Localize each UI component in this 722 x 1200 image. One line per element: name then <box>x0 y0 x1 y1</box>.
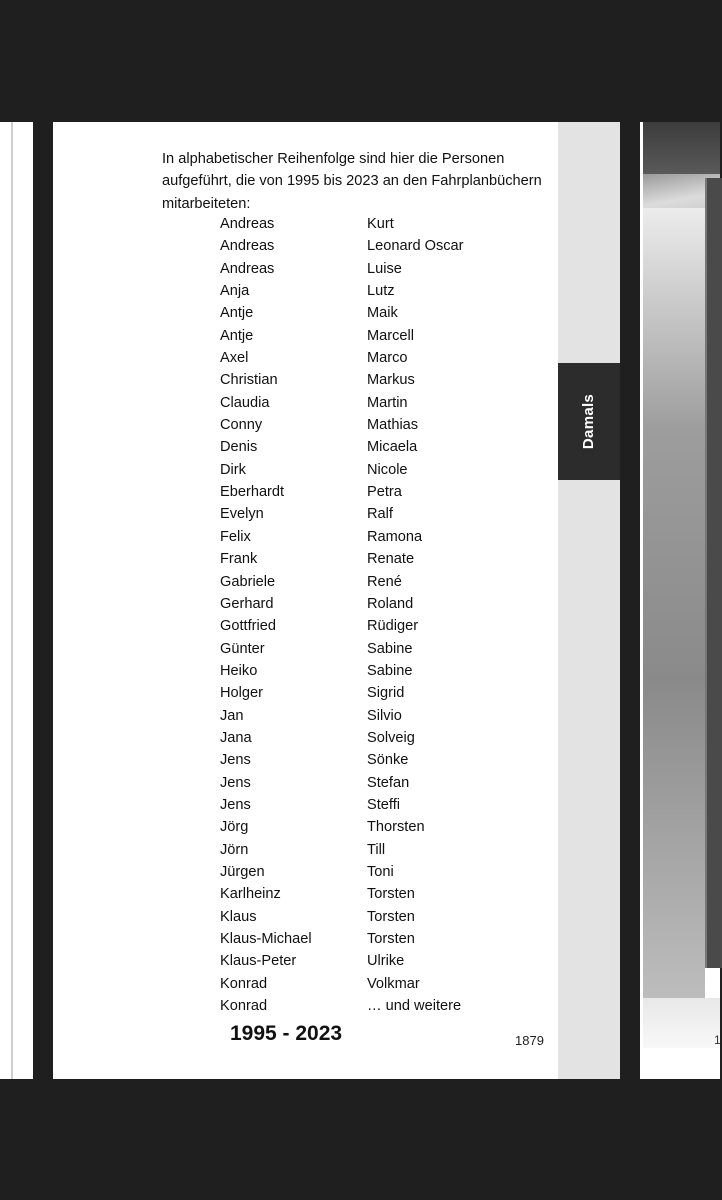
previous-page[interactable] <box>0 122 33 1079</box>
name-entry: Gottfried <box>220 618 276 635</box>
name-entry: Torsten <box>367 886 415 903</box>
name-entry: René <box>367 573 402 590</box>
name-entry: Denis <box>220 439 258 456</box>
page-number: 1879 <box>515 1033 544 1048</box>
name-entry: Axel <box>220 350 249 367</box>
name-entry: Klaus <box>220 908 257 925</box>
name-entry: Markus <box>367 372 415 389</box>
name-entry: Klaus-Peter <box>220 953 297 970</box>
name-entry: Solveig <box>367 729 415 746</box>
name-entry: Konrad <box>220 975 268 992</box>
name-entry: Jens <box>220 752 251 769</box>
name-entry: Ulrike <box>367 953 405 970</box>
name-entry: Andreas <box>220 260 275 277</box>
name-entry: Nicole <box>367 461 408 478</box>
name-entry: Jan <box>220 707 244 724</box>
name-entry: Lutz <box>367 283 395 300</box>
name-entry: Ralf <box>367 506 393 523</box>
name-entry: Eberhardt <box>220 484 285 501</box>
name-entry: Christian <box>220 372 278 389</box>
side-strip <box>558 122 620 1079</box>
name-entry: Sabine <box>367 662 413 679</box>
name-entry: Petra <box>367 484 402 501</box>
name-entry: Günter <box>220 640 265 657</box>
name-entry: Ramona <box>367 528 423 545</box>
name-entry: Frank <box>220 551 258 568</box>
next-page-number: 1 <box>714 1033 721 1047</box>
names-column-1 <box>220 213 312 1017</box>
name-entry: Anja <box>220 283 250 300</box>
name-entry: Jens <box>220 774 251 791</box>
name-entry: Gabriele <box>220 573 276 590</box>
photo-image <box>643 208 705 998</box>
name-entry: Renate <box>367 551 415 568</box>
year-range: 1995 - 2023 <box>230 1022 343 1045</box>
name-entry: Felix <box>220 528 251 545</box>
page-edge <box>11 122 13 1079</box>
name-entry: Marco <box>367 350 408 367</box>
name-entry: Gerhard <box>220 595 274 612</box>
current-page <box>53 122 620 1079</box>
name-entry: Marcell <box>367 327 415 344</box>
name-entry: Jens <box>220 796 251 813</box>
name-entry: Sigrid <box>367 685 405 702</box>
name-entry: … und weitere <box>367 998 462 1015</box>
section-tab[interactable] <box>558 363 620 480</box>
photo-frame <box>705 178 722 968</box>
name-entry: Evelyn <box>220 506 264 523</box>
name-entry: Micaela <box>367 439 418 456</box>
photo-floor <box>643 998 720 1048</box>
name-entry: Roland <box>367 595 414 612</box>
name-entry: Claudia <box>220 394 270 411</box>
name-entry: Holger <box>220 685 263 702</box>
name-entry: Mathias <box>367 417 419 434</box>
name-entry: Antje <box>220 305 254 322</box>
name-entry: Torsten <box>367 931 415 947</box>
intro-text <box>162 148 562 215</box>
name-entry: Thorsten <box>367 819 425 836</box>
name-entry: Konrad <box>220 998 268 1015</box>
name-entry: Luise <box>367 260 402 277</box>
section-tab-label: Damals <box>580 393 598 450</box>
name-entry: Torsten <box>367 908 415 925</box>
name-entry: Martin <box>367 394 408 411</box>
name-entry: Steffi <box>367 796 400 813</box>
name-entry: Klaus-Michael <box>220 931 312 947</box>
name-entry: Antje <box>220 327 254 344</box>
name-entry: Jana <box>220 729 252 746</box>
name-entry: Jörn <box>220 841 249 858</box>
name-entry: Heiko <box>220 662 258 679</box>
photo-dark-area <box>643 122 720 182</box>
name-entry: Till <box>367 841 386 858</box>
name-entry: Toni <box>367 863 394 880</box>
name-entry: Kurt <box>367 216 394 232</box>
name-entry: Karlheinz <box>220 886 281 903</box>
names-column-2 <box>367 213 464 1017</box>
name-entry: Sönke <box>367 752 409 769</box>
name-entry: Stefan <box>367 774 410 791</box>
name-entry: Silvio <box>367 707 402 724</box>
name-entry: Leonard Oscar <box>367 238 464 255</box>
next-page[interactable] <box>640 122 720 1079</box>
name-entry: Jörg <box>220 819 249 836</box>
name-entry: Conny <box>220 417 263 434</box>
name-entry: Andreas <box>220 238 275 255</box>
intro-paragraph: In alphabetischer Reihenfolge sind hier die Personen aufgeführt, die von 1995 bis 2023 an den Fahrplanbüchern mitarbeiteten: <box>162 151 542 212</box>
name-entry: Sabine <box>367 640 413 657</box>
name-entry: Rüdiger <box>367 618 419 635</box>
name-entry: Andreas <box>220 216 275 232</box>
name-entry: Jürgen <box>220 863 265 880</box>
name-entry: Maik <box>367 305 398 322</box>
name-entry: Volkmar <box>367 975 420 992</box>
name-entry: Dirk <box>220 461 246 478</box>
